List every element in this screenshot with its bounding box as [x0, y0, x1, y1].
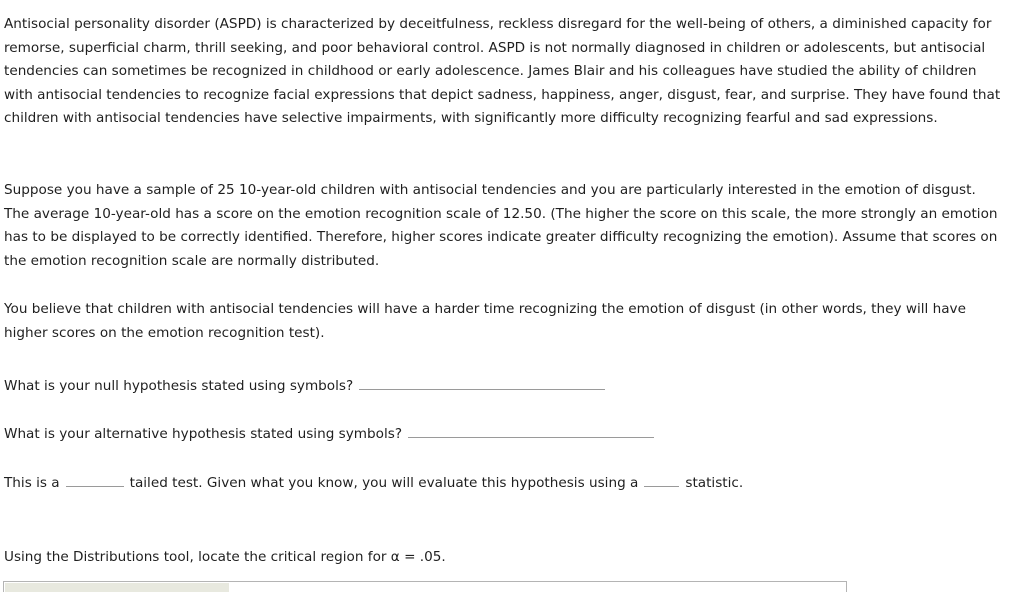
critical-region-instruction: Using the Distributions tool, locate the critical region for α = .05. [4, 549, 446, 565]
null-hypothesis-label: What is your null hypothesis stated using symbols? [4, 378, 354, 394]
tail-type-dropdown[interactable] [66, 472, 124, 487]
null-hypothesis-question [4, 375, 605, 396]
statistic-dropdown[interactable] [644, 472, 679, 487]
alt-hypothesis-label: What is your alternative hypothesis stated using symbols? [4, 426, 403, 442]
hypothesis-paragraph: You believe that children with antisocial tendencies will have a harder time recognizing the emotion of disgust (in other words, they will have higher scores on the emotion recognition test). [4, 301, 966, 341]
alt-hypothesis-question [4, 423, 654, 444]
distributions-tool-panel [3, 581, 847, 592]
tail-test-question [4, 472, 743, 493]
intro-paragraph: Antisocial personality disorder (ASPD) is characterized by deceitfulness, reckless disregard for the well-being of others, a diminished capacity for remorse, superficial charm, thrill seeking, and poor behavioral control. ASPD is not normally diagnosed in children or adolescents, but antisocial tendencies can sometimes be recognized in childhood or early adolescence. James Blair and his colleagues have studied the ability of children with antisocial tendencies to recognize facial expressions that depict sadness, happiness, anger, disgust, fear, and surprise. They have found that children with antisocial tendencies have selective impairments, with significantly more difficulty recognizing fearful and sad expressions. [4, 16, 1001, 127]
distributions-tool-tab[interactable] [5, 583, 229, 592]
null-hypothesis-dropdown[interactable] [359, 375, 605, 390]
scenario-paragraph: Suppose you have a sample of 25 10-year-old children with antisocial tendencies and you are particularly interested in the emotion of disgust. The average 10-year-old has a score on the emotion recognition scale of 12.50. (The higher the score on this scale, the more strongly an emotion has to be displayed to be correctly identified. Therefore, higher scores indicate greater difficulty recognizing the emotion). Assume that scores on the emotion recognition scale are normally distributed. [4, 182, 998, 269]
tail-suffix-text: statistic. [685, 475, 744, 491]
tail-prefix-text: This is a [4, 475, 60, 491]
alt-hypothesis-dropdown[interactable] [408, 423, 654, 438]
tail-middle-text: tailed test. Given what you know, you will evaluate this hypothesis using a [129, 475, 639, 491]
